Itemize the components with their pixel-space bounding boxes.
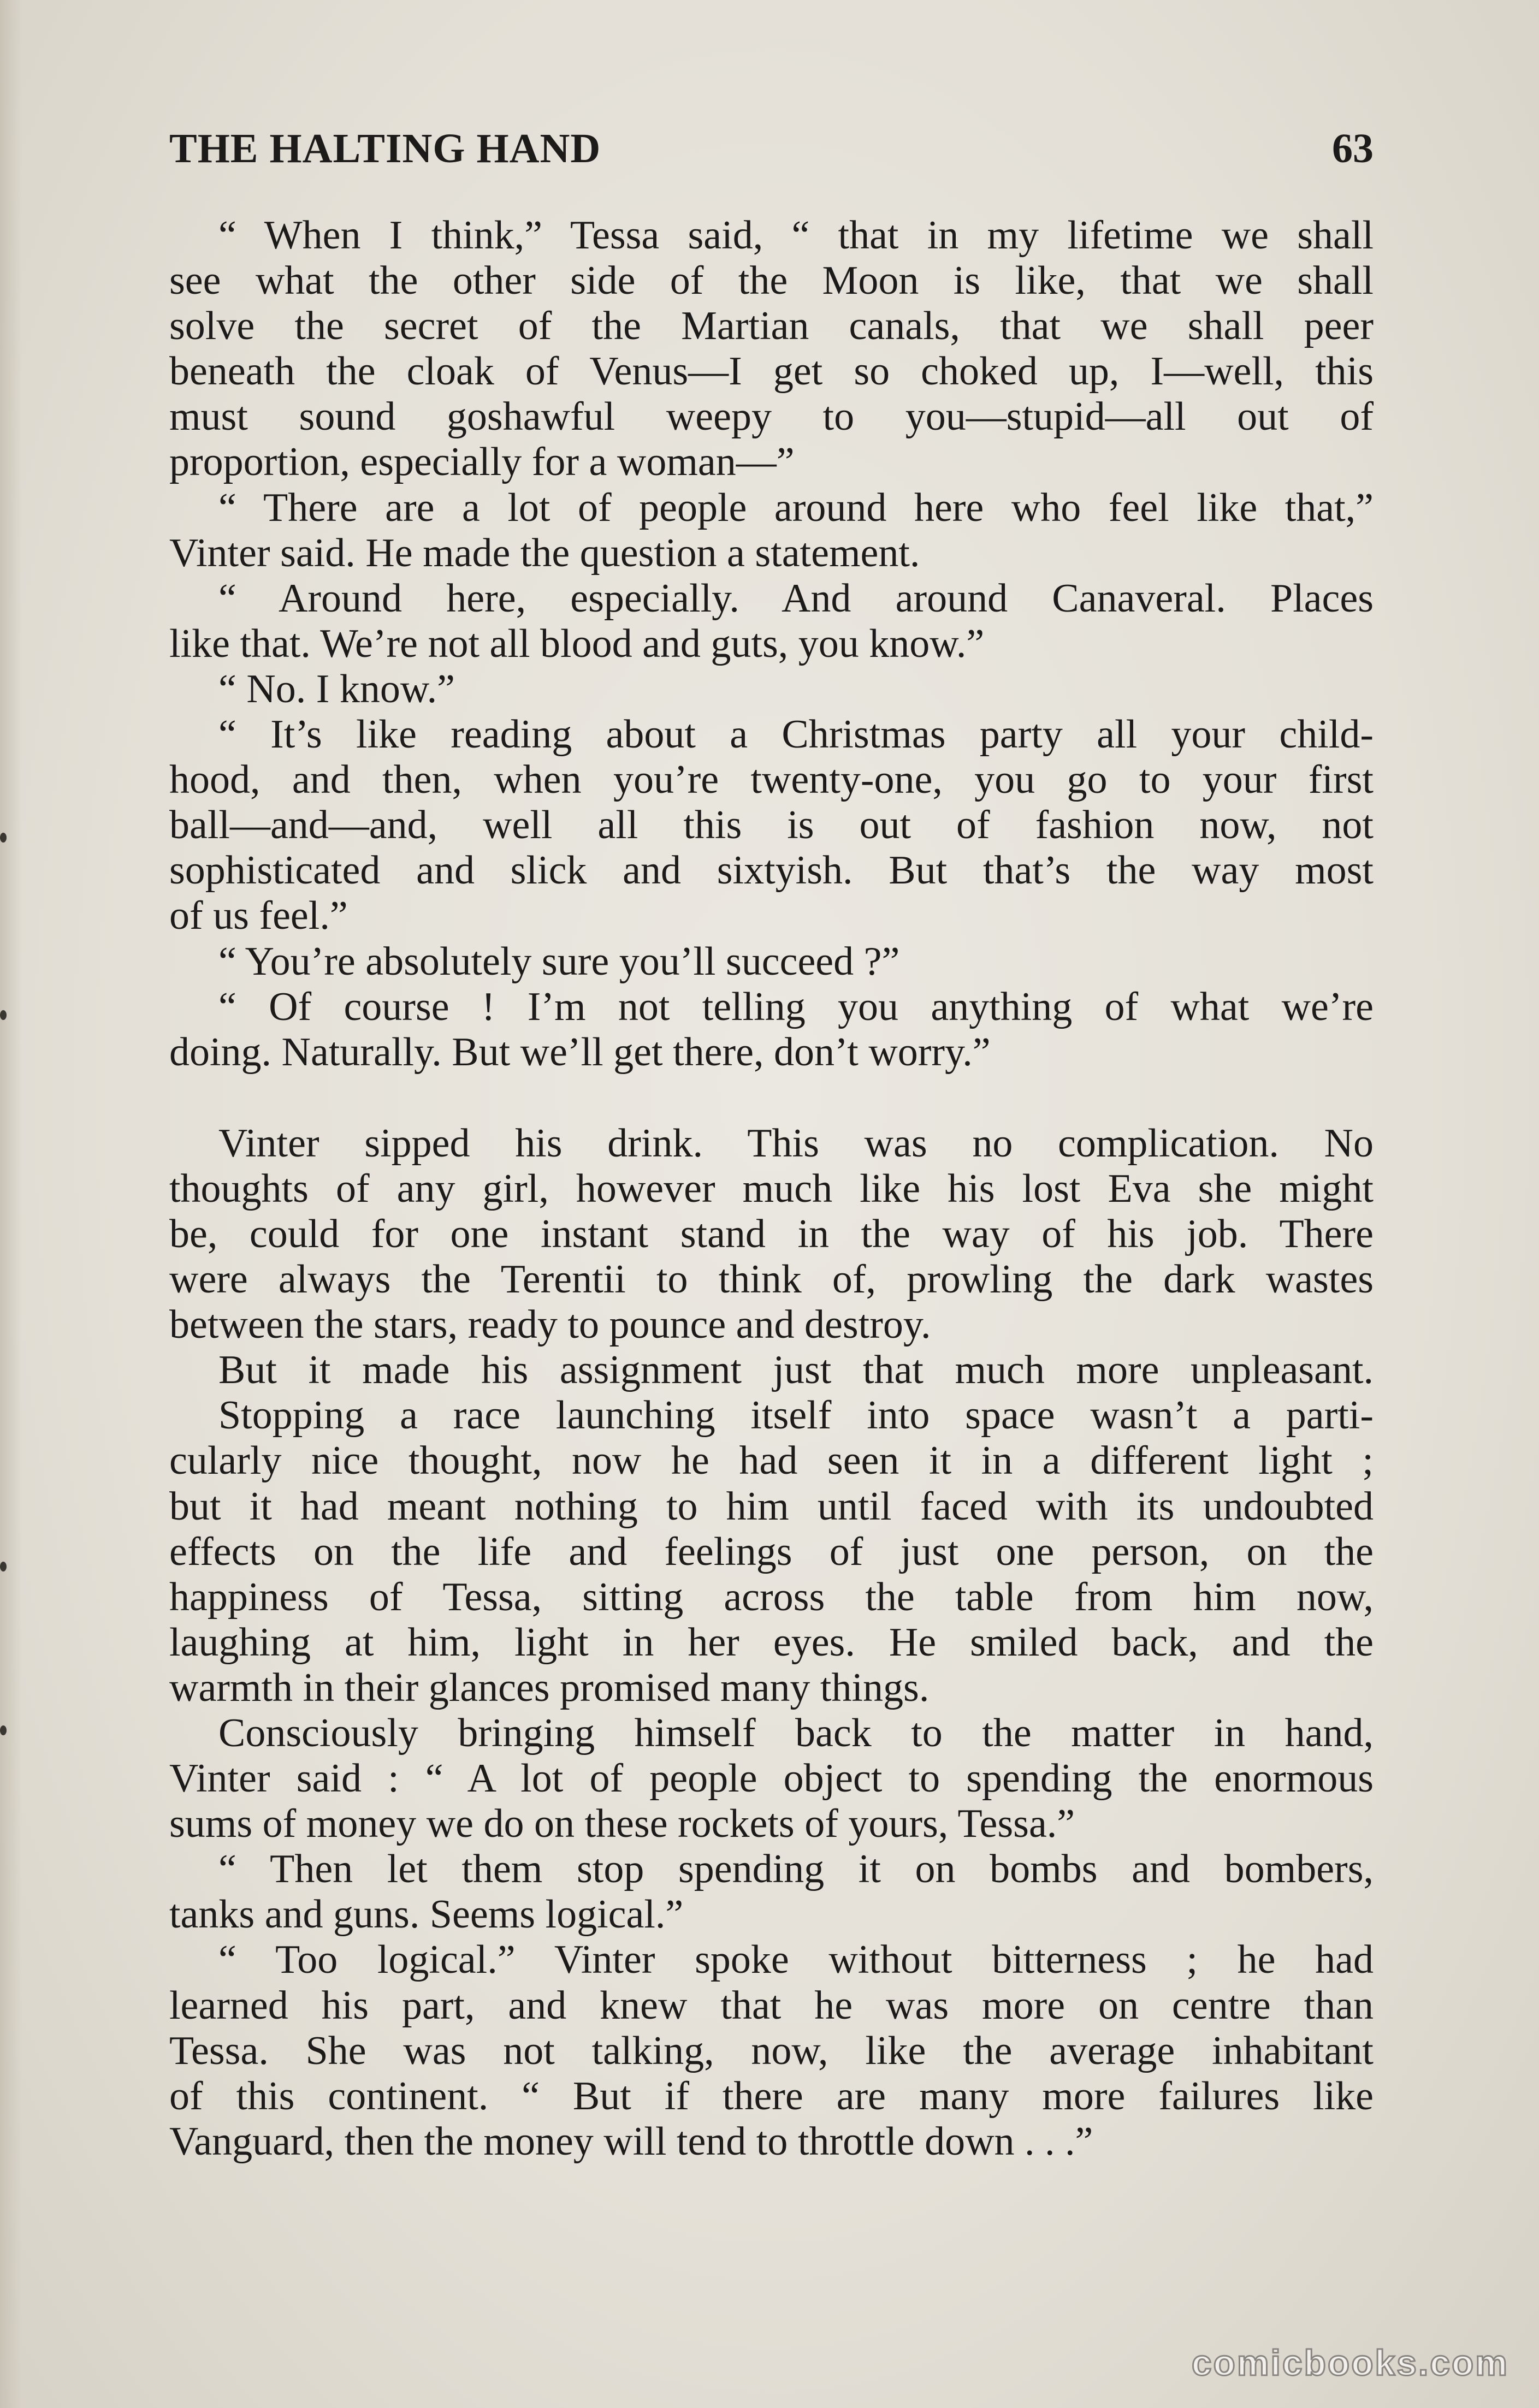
page-number: 63 — [1332, 126, 1374, 171]
text-line: “ Then let them stop spending it on bombs and bombers, — [218, 1847, 1374, 1892]
page-header — [169, 121, 1374, 176]
text-line: warmth in their glances promised many things. — [169, 1665, 930, 1710]
margin-speck — [0, 1010, 7, 1020]
text-line: “ It’s like reading about a Christmas party all your child- — [218, 712, 1374, 757]
page-edge-shadow — [0, 0, 22, 2408]
text-line: Stopping a race launching itself into space wasn’t a parti- — [218, 1393, 1374, 1438]
text-line: Vanguard, then the money will tend to throttle down . . .” — [169, 2119, 1093, 2164]
body-text — [169, 213, 1374, 2164]
text-line: ball—and—and, well all this is out of fashion now, not — [169, 803, 1374, 848]
text-line: cularly nice thought, now he had seen it in a different light ; — [169, 1438, 1374, 1484]
text-line: “ Of course ! I’m not telling you anything of what we’re — [218, 984, 1374, 1029]
text-line: “ When I think,” Tessa said, “ that in my lifetime we shall — [218, 213, 1374, 258]
text-line: “ You’re absolutely sure you’ll succeed ?” — [218, 939, 900, 984]
text-line: hood, and then, when you’re twenty-one, you go to your first — [169, 757, 1374, 803]
text-line: of this continent. “ But if there are many more failures like — [169, 2073, 1374, 2119]
text-line: beneath the cloak of Venus—I get so choked up, I—well, this — [169, 349, 1374, 394]
text-line: sums of money we do on these rockets of yours, Tessa.” — [169, 1801, 1075, 1847]
text-line: doing. Naturally. But we’ll get there, don’t worry.” — [169, 1029, 991, 1075]
section-break — [169, 1075, 1374, 1121]
text-line: be, could for one instant stand in the way of his job. There — [169, 1211, 1374, 1256]
text-line: laughing at him, light in her eyes. He smiled back, and the — [169, 1620, 1374, 1665]
text-line: effects on the life and feelings of just one person, on the — [169, 1529, 1374, 1574]
text-line: tanks and guns. Seems logical.” — [169, 1892, 684, 1937]
text-line: were always the Terentii to think of, prowling the dark wastes — [169, 1257, 1374, 1302]
text-line: “ No. I know.” — [218, 666, 455, 711]
text-line: learned his part, and knew that he was more on centre than — [169, 1983, 1374, 2028]
margin-speck — [0, 833, 7, 843]
text-line: sophisticated and slick and sixtyish. But that’s the way most — [169, 848, 1374, 893]
text-line: Vinter sipped his drink. This was no complication. No — [218, 1120, 1374, 1166]
text-line: Vinter said. He made the question a statement. — [169, 530, 920, 576]
text-line: “ Too logical.” Vinter spoke without bitterness ; he had — [218, 1937, 1374, 1983]
text-line: solve the secret of the Martian canals, that we shall peer — [169, 304, 1374, 349]
text-line: “ Around here, especially. And around Canaveral. Places — [218, 576, 1374, 621]
text-line: but it had meant nothing to him until faced with its undoubted — [169, 1484, 1374, 1529]
running-title: THE HALTING HAND — [169, 126, 601, 171]
text-line: Tessa. She was not talking, now, like the average inhabitant — [169, 2028, 1374, 2073]
text-line: happiness of Tessa, sitting across the table from him now, — [169, 1574, 1374, 1620]
text-line: thoughts of any girl, however much like his lost Eva she might — [169, 1166, 1374, 1211]
text-line: “ There are a lot of people around here who feel like that,” — [218, 485, 1374, 530]
text-line: Consciously bringing himself back to the matter in hand, — [218, 1711, 1374, 1755]
text-line: Vinter said : “ A lot of people object to spending the enormous — [169, 1756, 1374, 1801]
text-line: see what the other side of the Moon is like, that we shall — [169, 258, 1374, 304]
text-line: proportion, especially for a woman—” — [169, 440, 795, 485]
text-line: between the stars, ready to pounce and destroy. — [169, 1302, 931, 1348]
margin-speck — [0, 1725, 7, 1735]
text-line: like that. We’re not all blood and guts, you know.” — [169, 621, 985, 666]
watermark: comicbooks.com — [1191, 2342, 1509, 2383]
text-line: must sound goshawful weepy to you—stupid—all out of — [169, 394, 1374, 440]
margin-speck — [0, 1562, 7, 1571]
text-line: of us feel.” — [169, 893, 348, 939]
text-line: But it made his assignment just that much more unpleasant. — [218, 1348, 1374, 1393]
